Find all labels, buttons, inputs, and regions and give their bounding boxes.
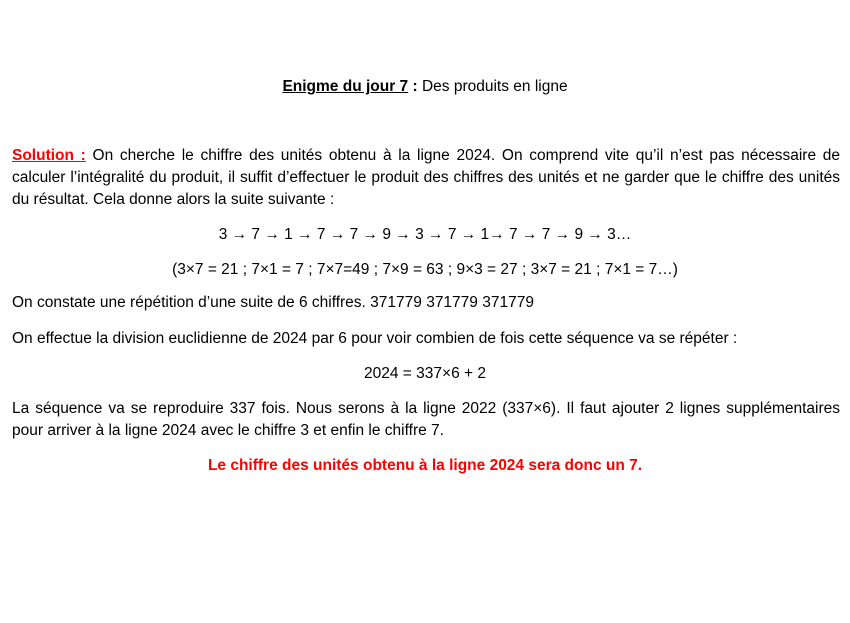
solution-label: Solution : — [12, 147, 86, 164]
solution-text: On cherche le chiffre des unités obtenu à la ligne 2024. On comprend vite qu’il n’est pas nécessaire de calculer l’intégralité du produit, il suffit d’effectuer le produit des chiffres des unités et ne garder que le chiffre des unités du résultat. Cela donne alors la suite suivante : — [12, 147, 840, 208]
page-title — [0, 76, 850, 98]
products-line: (3×7 = 21 ; 7×1 = 7 ; 7×7=49 ; 7×9 = 63 ; 9×3 = 27 ; 3×7 = 21 ; 7×1 = 7…) — [172, 261, 678, 278]
solution-paragraph — [12, 145, 840, 211]
title-subtitle: Des produits en ligne — [417, 78, 568, 95]
conclusion-line: Le chiffre des unités obtenu à la ligne 2024 sera donc un 7. — [207, 457, 643, 474]
reproduction-paragraph: La séquence va se reproduire 337 fois. Nous serons à la ligne 2022 (337×6). Il faut ajouter 2 lignes supplémentaires pour arriver à la ligne 2024 avec le chiffre 3 et enfin le chiffre 7. — [12, 400, 840, 439]
division-intro-paragraph: On effectue la division euclidienne de 2024 par 6 pour voir combien de fois cette séquence va se répéter : — [12, 330, 738, 347]
title-label: Enigme du jour 7 — [282, 78, 409, 95]
repetition-paragraph: On constate une répétition d’une suite de 6 chiffres. 371779 371779 371779 — [12, 294, 534, 311]
title-colon: : — [408, 78, 418, 95]
equation-line: 2024 = 337×6 + 2 — [364, 365, 486, 382]
sequence-line: 3 → 7 → 1 → 7 → 7 → 9 → 3 → 7 → 1→ 7 → 7 → 9 → 3… — [218, 226, 632, 243]
